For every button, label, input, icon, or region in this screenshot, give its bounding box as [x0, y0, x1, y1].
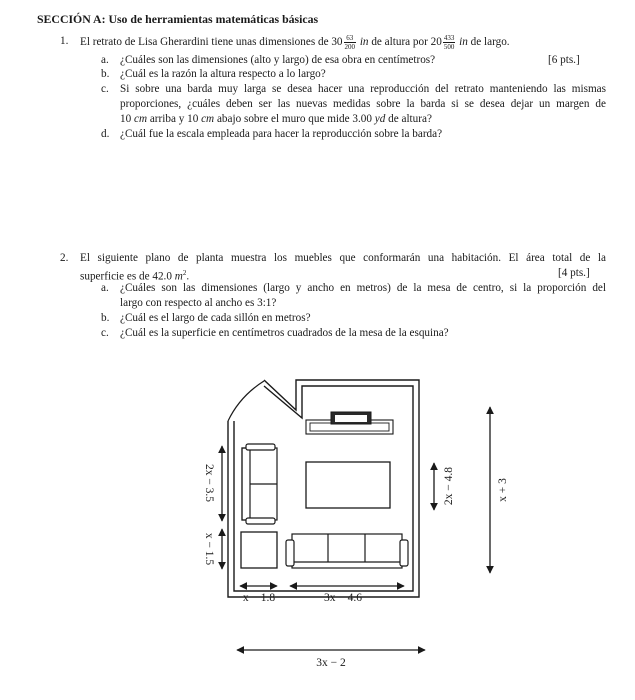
- label-x-15: x − 1.5: [203, 532, 215, 566]
- label-3x-46: 3x − 4.6: [323, 592, 363, 604]
- q1c-line-1: Si sobre una barda muy larga se desea hacer una reproducción del retrato manteniendo las mismas: [120, 83, 606, 95]
- q2a-label: a.: [101, 282, 109, 294]
- q1-frac2-num: 433: [443, 33, 455, 42]
- q1c-line-2: proporciones, ¿cuáles deben ser las nuevas medidas sobre la barda si se desea dejar un margen de: [120, 98, 606, 110]
- q1c-l3-c: arriba y 10: [147, 113, 202, 125]
- door-arc: [228, 381, 264, 421]
- q1-number: 1.: [60, 35, 69, 47]
- label-x-3: x + 3: [497, 478, 509, 502]
- q1c-l3-e: abajo sobre el muro que mide 3.00: [214, 113, 375, 125]
- q2b-label: b.: [101, 312, 110, 324]
- q1c-l3-g: de altura?: [385, 113, 432, 125]
- q1-frac1-num: 63: [344, 34, 357, 43]
- q1-frac1-den: 200: [344, 42, 356, 51]
- tv-cabinet: [306, 412, 393, 434]
- q1c-l3-a: 10: [120, 113, 134, 125]
- q1-text-2: de altura por 20: [368, 36, 442, 48]
- coffee-table: [306, 462, 390, 508]
- corner-table: [241, 532, 277, 568]
- sofa-bottom: [286, 534, 408, 568]
- q2-l2-unit: m: [174, 270, 183, 283]
- label-3x-2: 3x − 2: [316, 657, 346, 669]
- label-2x-48: 2x − 4.8: [443, 466, 455, 506]
- q1c-label: c.: [101, 83, 109, 95]
- q2-points: [4 pts.]: [558, 267, 590, 279]
- q1c-l3-d: cm: [201, 113, 215, 125]
- label-x-18: x − 1.8: [242, 592, 276, 604]
- q1-text-3: de largo.: [467, 36, 510, 48]
- q1a-text: ¿Cuáles son las dimensiones (alto y largo) de esa obra en centímetros?: [120, 54, 436, 66]
- q2c-label: c.: [101, 327, 109, 339]
- q2-number: 2.: [60, 252, 69, 264]
- sofa-left: [242, 444, 277, 524]
- q1-points: [6 pts.]: [548, 54, 580, 66]
- q2-l2-d: .: [186, 270, 190, 283]
- q1b-label: b.: [101, 68, 110, 80]
- q2c-text: ¿Cuál es la superficie en centímetros cuadrados de la mesa de la esquina?: [120, 327, 449, 339]
- q1b-text: ¿Cuál es la razón la altura respecto a lo largo?: [120, 68, 326, 80]
- q1c-l3-b: cm: [133, 113, 148, 125]
- q1-unit-2: in: [456, 36, 468, 48]
- label-2x-35: 2x − 3.5: [203, 463, 215, 503]
- q1a-label: a.: [101, 54, 109, 66]
- q2a-line-1: ¿Cuáles son las dimensiones (largo y ancho en metros) de la mesa de centro, si la proporción del: [120, 282, 606, 294]
- q2-l2-exp: 2: [182, 269, 187, 277]
- q2-line-1: El siguiente plano de planta muestra los muebles que conformarán una habitación. El área total de la: [80, 252, 606, 264]
- section-heading: SECCIÓN A: Uso de herramientas matemáticas básicas: [37, 12, 319, 26]
- q1-unit-1: in: [357, 36, 369, 48]
- q1c-l3-f: yd: [374, 113, 386, 125]
- q2b-text: ¿Cuál es el largo de cada sillón en metros?: [120, 312, 311, 324]
- q2a-line-2: largo con respecto al ancho es 3:1?: [120, 297, 277, 309]
- q2-l2-a: superficie es de 42.0: [80, 270, 175, 283]
- q1-text-1: El retrato de Lisa Gherardini tiene unas dimensiones de 30: [80, 36, 343, 48]
- q1-frac2-den: 500: [443, 42, 455, 51]
- q1d-label: d.: [101, 128, 110, 140]
- q1d-text: ¿Cuál fue la escala empleada para hacer la reproducción sobre la barda?: [120, 128, 443, 140]
